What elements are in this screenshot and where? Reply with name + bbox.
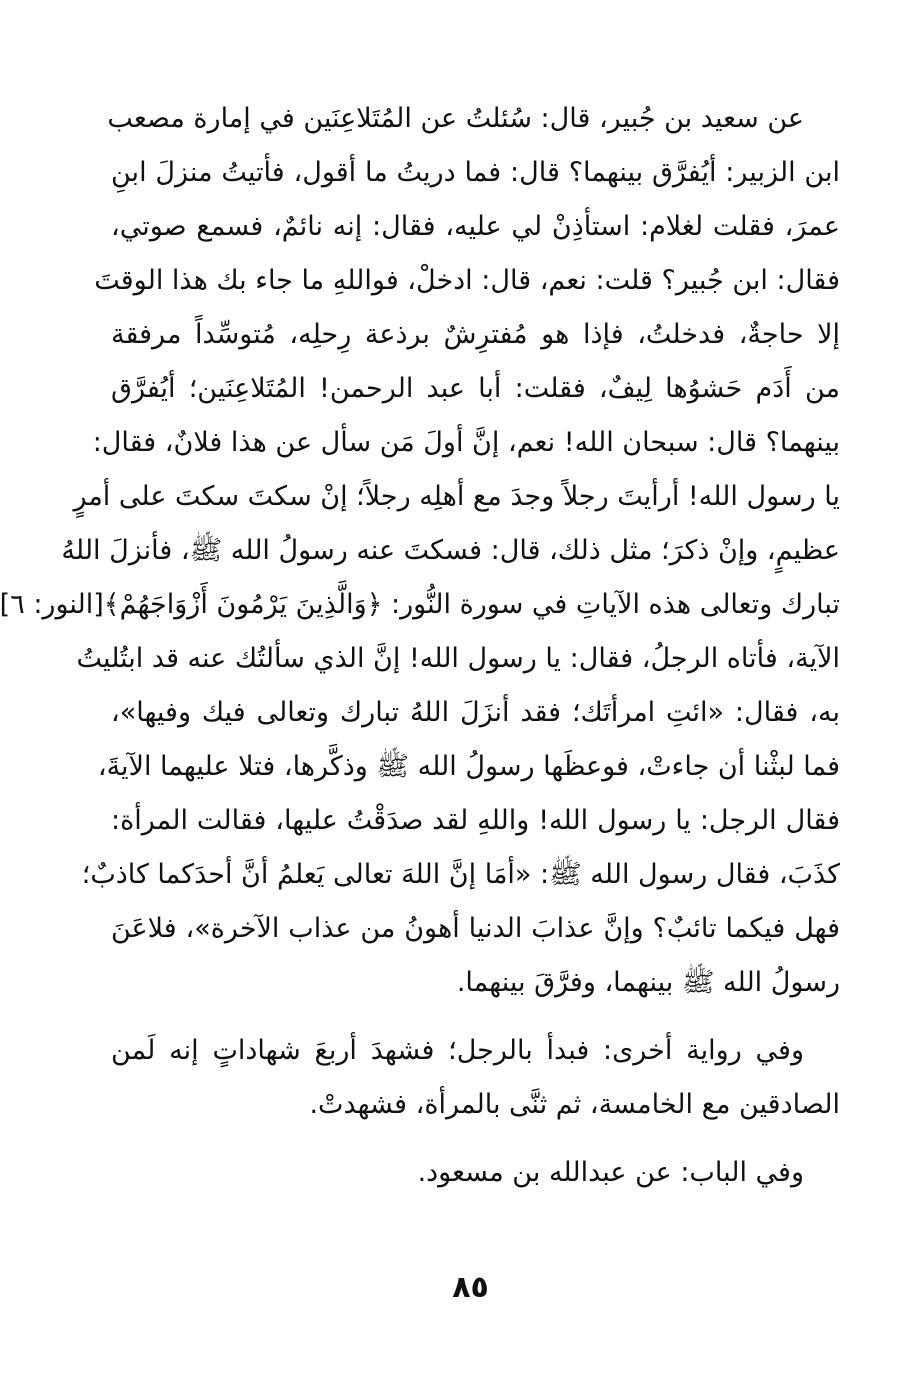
text-line: وفي الباب: عن عبدالله بن مسعود.: [417, 1157, 804, 1188]
text-line: إلا حاجةٌ، فدخلتُ، فإذا هو مُفترِشٌ برذعة رِحلِه، مُتوسِّداً مرفقة: [111, 319, 840, 350]
text-line: ابن الزبير: أيُفرَّق بينهما؟ قال: فما دريتُ ما أقول، فأتيتُ منزلَ ابنِ: [111, 157, 840, 188]
text-line: الآية، فأتاه الرجلُ، فقال: يا رسول الله! إنَّ الذي سألتُك عنه قد ابتُليتُ: [76, 643, 840, 674]
paragraph: [0, 92, 840, 1010]
text-line: يا رسول الله! أرأيتَ رجلاً وجدَ مع أهلِه رجلاً؛ إنْ سكتَ سكتَ على أمرٍ: [73, 481, 840, 512]
text-line: فقال الرجل: يا رسول الله! واللهِ لقد صدَقْتُ عليها، فقالت المرأة:: [111, 805, 840, 836]
text-line: فقال: ابن جُبير؟ قلت: نعم، قال: ادخلْ، فواللهِ ما جاء بك هذا الوقتَ: [94, 265, 840, 296]
text-line: عن سعيد بن جُبير، قال: سُئلتُ عن المُتَلاعِنَين في إمارة مصعب: [107, 103, 804, 134]
text-line: فما لبثْنا أن جاءتْ، فوعظَها رسولُ الله ﷺ وذكَّرها، فتلا عليهما الآيةَ،: [97, 751, 840, 782]
page-body: [0, 92, 840, 1362]
paragraph: [111, 1146, 840, 1200]
text-line: فهل فيكما تائبٌ؟ وإنَّ عذابَ الدنيا أهونُ من عذاب الآخرة»، فلاعَنَ: [111, 913, 840, 944]
text-line: عمرَ، فقلت لغلام: استأذِنْ لي عليه، فقال: إنه نائمٌ، فسمع صوتي،: [111, 211, 840, 242]
text-line: بينهما؟ قال: سبحان الله! نعم، إنَّ أولَ مَن سأل عن هذا فلانٌ، فقال:: [92, 427, 840, 458]
text-line: تبارك وتعالى هذه الآياتِ في سورة النُّور: ﴿وَالَّذِينَ يَرْمُونَ أَزْوَاجَهُمْ﴾[النور: ٦]: [0, 589, 840, 620]
text-line: رسولُ الله ﷺ بينهما، وفرَّقَ بينهما.: [456, 967, 840, 998]
text-line: كذَبَ، فقال رسول الله ﷺ: «أمَا إنَّ اللهَ تعالى يَعلمُ أنَّ أحدَكما كاذبٌ؛: [81, 859, 840, 890]
text-line: وفي رواية أخرى: فبدأ بالرجل؛ فشهدَ أربعَ شهاداتٍ إنه لَمن: [111, 1035, 804, 1066]
text-line: به، فقال: «ائتِ امرأتَك؛ فقد أنزَلَ اللهُ تبارك وتعالى فيك وفيها»،: [111, 697, 840, 728]
text-line: عظيمٍ، وإنْ ذكرَ؛ مثل ذلك، قال: فسكتَ عنه رسولُ الله ﷺ، فأنزلَ اللهُ: [61, 535, 840, 566]
text-line: الصادقين مع الخامسة، ثم ثنَّى بالمرأة، فشهدتْ.: [309, 1089, 840, 1120]
paragraph: [111, 1024, 840, 1132]
text-line: من أَدَم حَشوُها لِيفٌ، فقلت: أبا عبد الرحمن! المُتَلاعِنَين؛ أيُفرَّق: [111, 373, 840, 404]
page-number: ٨٥: [452, 1270, 489, 1305]
